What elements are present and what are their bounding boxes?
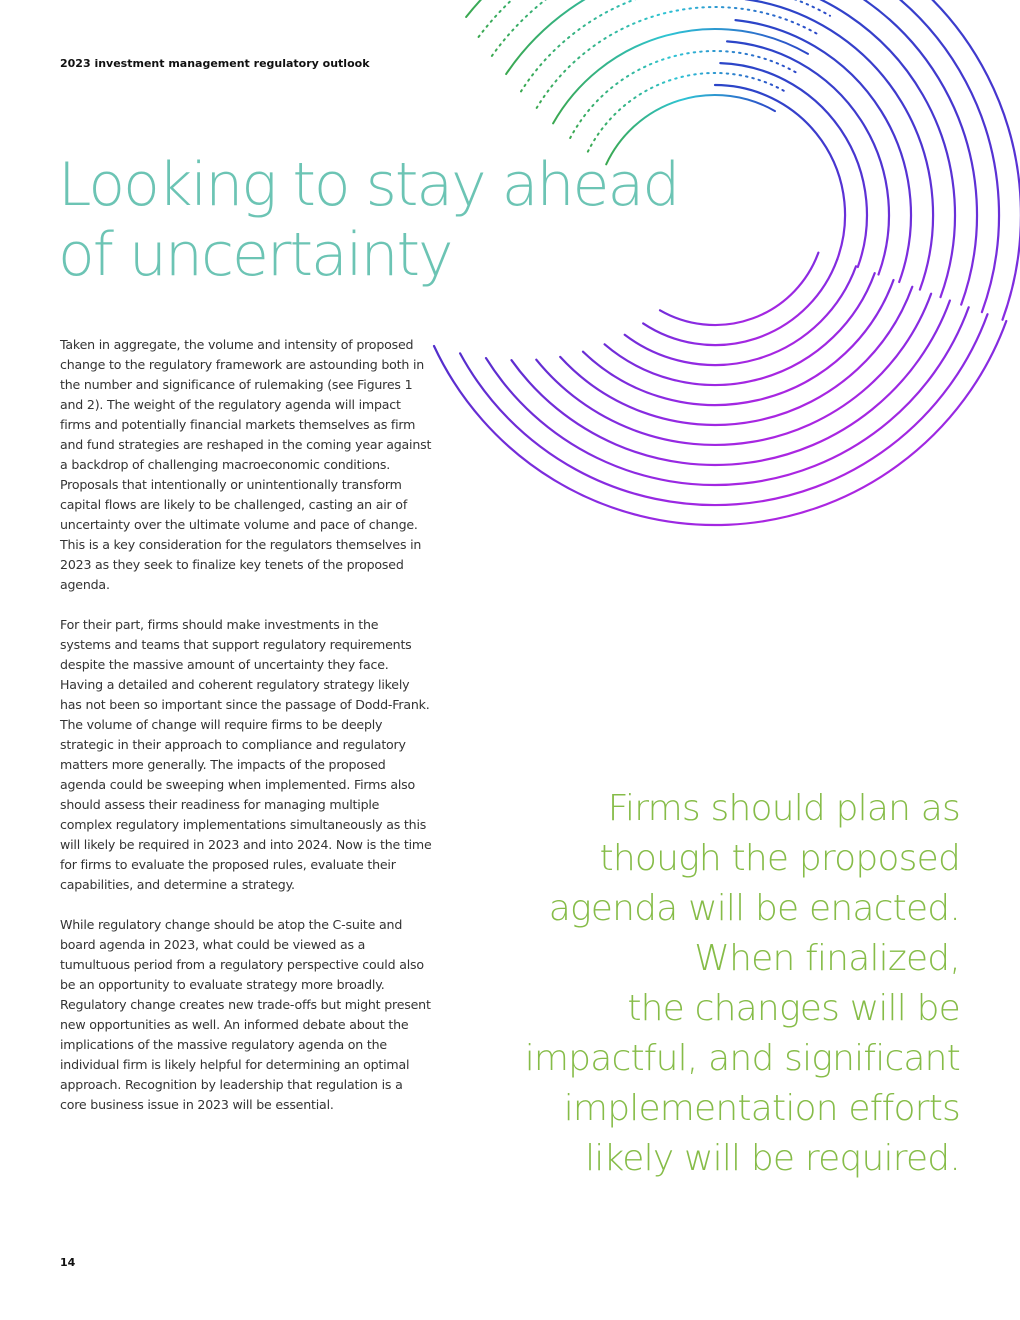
arc-right-3	[727, 41, 889, 274]
arcs-bottom-group	[434, 253, 1006, 525]
pull-quote-line-2: though the proposed	[599, 838, 960, 879]
arc-top-6	[521, 0, 830, 91]
arc-top-10	[466, 0, 874, 17]
arcs-right-group	[715, 0, 1020, 320]
arc-right-1	[715, 85, 845, 260]
body-paragraph-3: While regulatory change should be atop the C-suite and board agenda in 2023, what could be viewed as a tumultuous period from a regulatory perspective could also be an opportunity to evaluate strategy more broadly. Regulatory change creates new trade-offs but might present new opportunities as well. An informed debate about the implications of the massive regulatory agenda on the individual firm is likely helpful for determining an optimal approach. Recognition by leadership that regulation is a core business issue in 2023 will be essential.	[60, 917, 431, 1112]
body-text-column	[60, 335, 432, 1135]
arc-right-7	[770, 0, 978, 305]
pull-quote-line-3: agenda will be enacted.	[548, 888, 960, 929]
pull-quote-line-5: the changes will be	[627, 988, 960, 1029]
headline-line-1: Looking to stay ahead	[58, 150, 679, 220]
arc-bottom-8	[512, 301, 950, 465]
body-paragraph-2: For their part, firms should make investments in the systems and teams that support regulatory requirements despite the massive amount of uncertainty they face. Having a detailed and coherent regulatory strategy likely has not been so important since the passage of Dodd-Frank. The volume of change will require firms to be deeply strategic in their approach to compliance and regulatory matters more generally. The impacts of the proposed agenda could be sweeping when implemented. Firms also should assess their readiness for managing multiple complex regulatory implementations simultaneously as this will likely be required in 2023 and into 2024. Now is the time for firms to evaluate the proposed rules, evaluate their capabilities, and determine a strategy.	[60, 617, 432, 892]
pull-quote-line-7: implementation efforts	[563, 1088, 960, 1129]
arc-bottom-11	[434, 321, 1006, 525]
arc-right-8	[784, 0, 999, 312]
arc-bottom-5	[583, 280, 894, 405]
arc-top-3	[570, 51, 797, 138]
pull-quote-line-6: impactful, and significant	[524, 1038, 960, 1079]
pull-quote-line-8: likely will be required.	[585, 1138, 960, 1179]
arc-top-7	[506, 0, 841, 74]
arc-right-2	[720, 63, 867, 267]
arc-top-9	[479, 0, 863, 37]
arc-bottom-10	[460, 314, 987, 505]
arc-top-4	[553, 29, 808, 123]
arc-bottom-9	[486, 307, 969, 485]
running-header: 2023 investment management regulatory outlook	[60, 57, 370, 70]
pull-quote-line-1: Firms should plan as	[607, 788, 960, 829]
page-number: 14	[60, 1256, 76, 1269]
arc-right-4	[736, 20, 911, 282]
headline-line-2: of uncertainty	[58, 220, 452, 290]
arc-right-6	[757, 0, 955, 297]
pull-quote	[500, 784, 960, 1184]
arc-right-9	[799, 0, 1020, 320]
arc-top-5	[537, 7, 819, 108]
arc-top-2	[588, 73, 786, 152]
body-paragraph-1: Taken in aggregate, the volume and intensity of proposed change to the regulatory framework are astounding both in the number and significance of rulemaking (see Figures 1 and 2). The weight of the regulatory agenda will impact firms and potentially financial markets themselves as firm and fund strategies are reshaped in the coming year against a backdrop of challenging macroeconomic conditions. Proposals that intentionally or unintentionally transform capital flows are likely to be challenged, casting an air of uncertainty over the ultimate volume and pace of change. This is a key consideration for the regulators themselves in 2023 as they seek to finalize key tenets of the proposed agenda.	[60, 337, 432, 592]
arc-bottom-6	[560, 287, 912, 425]
arc-right-5	[745, 0, 933, 290]
arcs-top-group	[455, 0, 886, 164]
arc-top-8	[492, 0, 852, 56]
page-headline	[58, 150, 698, 290]
pull-quote-line-4: When finalized,	[694, 938, 960, 979]
arc-bottom-7	[536, 294, 931, 445]
